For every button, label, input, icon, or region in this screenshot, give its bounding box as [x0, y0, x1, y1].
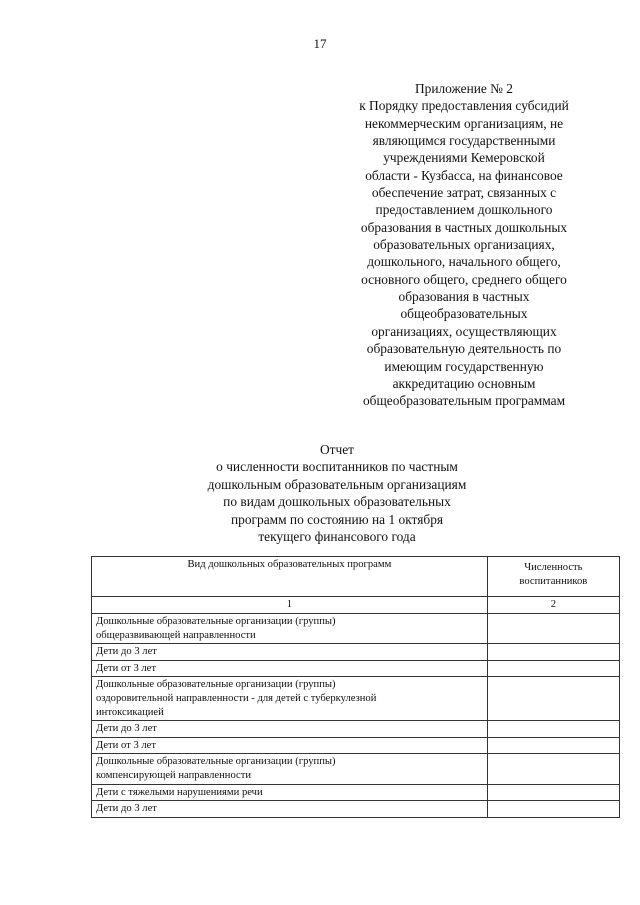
row-label: Дети до 3 лет	[96, 646, 157, 658]
header-pupil-count	[487, 557, 619, 597]
appendix-line: общеобразовательных	[400, 306, 528, 322]
row-label: Дошкольные образовательные организации (группы) общеразвивающей направленности	[96, 616, 336, 641]
row-label: Дети до 3 лет	[96, 723, 157, 735]
table-row	[92, 644, 620, 661]
appendix-line: к Порядку предоставления субсидий	[359, 98, 569, 114]
appendix-line: являющимся государственными	[372, 133, 556, 149]
report-table	[91, 556, 620, 818]
row-value-cell[interactable]	[487, 737, 619, 754]
appendix-line: учреждениями Кемеровской	[383, 150, 545, 166]
row-label-cell	[92, 721, 488, 738]
table-row	[92, 721, 620, 738]
appendix-heading	[333, 80, 595, 410]
appendix-line: образования в частных	[398, 289, 530, 305]
appendix-line: обеспечение затрат, связанных с	[371, 185, 557, 201]
row-label: Дошкольные образовательные организации (группы) оздоровительной направленности - для детей с туберкулезной интоксикацией	[96, 679, 377, 718]
row-value-cell[interactable]	[487, 801, 619, 818]
table-header-row	[92, 557, 620, 597]
table-row	[92, 660, 620, 677]
row-label: Дети от 3 лет	[96, 739, 157, 751]
row-label-cell	[92, 660, 488, 677]
row-value-cell[interactable]	[487, 754, 619, 784]
appendix-line: имеющим государственную	[384, 358, 544, 374]
row-label: Дети с тяжелыми нарушениями речи	[96, 786, 263, 798]
table-row	[92, 754, 620, 784]
report-title	[152, 441, 522, 545]
row-value-cell[interactable]	[487, 660, 619, 677]
row-value-cell[interactable]	[487, 721, 619, 738]
column-number: 1	[92, 597, 488, 614]
report-title-line: по видам дошкольных образовательных	[223, 494, 451, 510]
header-pupil-count-label: Численность воспитанников	[519, 562, 588, 587]
row-value-cell[interactable]	[487, 677, 619, 721]
report-title-line: программ по состоянию на 1 октября	[230, 511, 444, 527]
table-row	[92, 801, 620, 818]
table-row	[92, 677, 620, 721]
page-number: 17	[313, 36, 327, 51]
report-title-line: дошкольным образовательным организациям	[207, 476, 467, 492]
appendix-line: аккредитацию основным	[392, 375, 536, 391]
report-title-line: Отчет	[319, 442, 355, 457]
header-program-type-label: Вид дошкольных образовательных программ	[187, 559, 392, 570]
row-label-cell	[92, 677, 488, 721]
header-program-type	[92, 557, 488, 597]
appendix-line: основного общего, среднего общего	[361, 271, 567, 287]
row-label-cell	[92, 754, 488, 784]
appendix-line: образовательную деятельность по	[366, 341, 562, 357]
appendix-line: образовательных организациях,	[373, 237, 555, 253]
row-label: Дети до 3 лет	[96, 803, 157, 815]
row-label-cell	[92, 737, 488, 754]
appendix-line: предоставлением дошкольного	[375, 202, 553, 218]
row-label-cell	[92, 801, 488, 818]
row-label-cell	[92, 614, 488, 644]
row-label-cell	[92, 784, 488, 801]
appendix-line: некоммерческим организациям, не	[364, 115, 564, 131]
row-label: Дети от 3 лет	[96, 662, 157, 674]
table-row	[92, 784, 620, 801]
row-label: Дошкольные образовательные организации (группы) компенсирующей направленности	[96, 756, 336, 781]
table-row	[92, 614, 620, 644]
column-number-row	[92, 597, 620, 614]
row-value-cell[interactable]	[487, 644, 619, 661]
row-value-cell[interactable]	[487, 614, 619, 644]
appendix-line: дошкольного, начального общего,	[367, 254, 561, 270]
column-number: 2	[487, 597, 619, 614]
table-row	[92, 737, 620, 754]
appendix-line: организациях, осуществляющих	[371, 323, 557, 339]
appendix-line: Приложение № 2	[414, 81, 514, 96]
appendix-line: образования в частных дошкольных	[360, 219, 568, 235]
appendix-line: области - Кузбасса, на финансовое	[365, 167, 563, 183]
report-title-line: о численности воспитанников по частным	[216, 459, 458, 475]
row-label-cell	[92, 644, 488, 661]
report-title-line: текущего финансового года	[258, 529, 416, 545]
row-value-cell[interactable]	[487, 784, 619, 801]
appendix-line: общеобразовательным программам	[362, 393, 566, 409]
